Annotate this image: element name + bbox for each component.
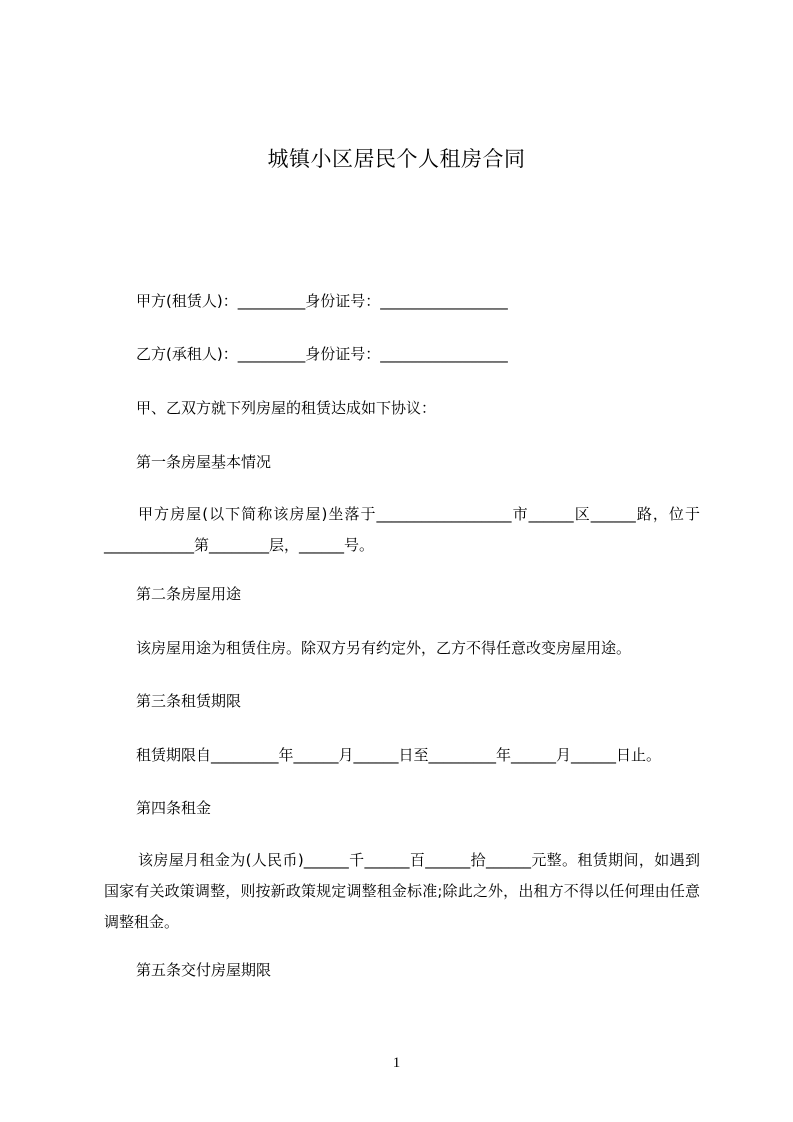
section-1-heading: 第一条房屋基本情况	[136, 453, 272, 471]
agreement-intro: 甲、乙双方就下列房屋的租赁达成如下协议：	[136, 399, 437, 417]
section-3-body: 租赁期限自_________年______月______日至_________年______月______日止。	[136, 746, 662, 764]
section-2-body: 该房屋用途为租赁住房。除双方另有约定外，乙方不得任意改变房屋用途。	[136, 639, 632, 657]
party-b-line: 乙方(承租人)：_________身份证号：_________________	[136, 345, 508, 363]
section-4-body: 该房屋月租金为(人民币)______千______百______拾______元整。租赁期间，如遇到国家有关政策调整，则按新政策规定调整租金标准;除此之外，出租方不得以任何理由任意调整租金。	[104, 851, 700, 931]
section-4-heading: 第四条租金	[136, 799, 212, 817]
section-3-heading: 第三条租赁期限	[136, 692, 242, 710]
section-5-heading: 第五条交付房屋期限	[136, 961, 272, 979]
section-2-heading: 第二条房屋用途	[136, 585, 242, 603]
document-title: 城镇小区居民个人租房合同	[267, 147, 526, 171]
party-a-line: 甲方(租赁人)：_________身份证号：_________________	[136, 292, 508, 310]
section-1-body: 甲方房屋(以下简称该房屋)坐落于__________________市______区______路，位于____________第________层，______号。	[104, 505, 700, 554]
page-number: 1	[392, 1055, 401, 1071]
